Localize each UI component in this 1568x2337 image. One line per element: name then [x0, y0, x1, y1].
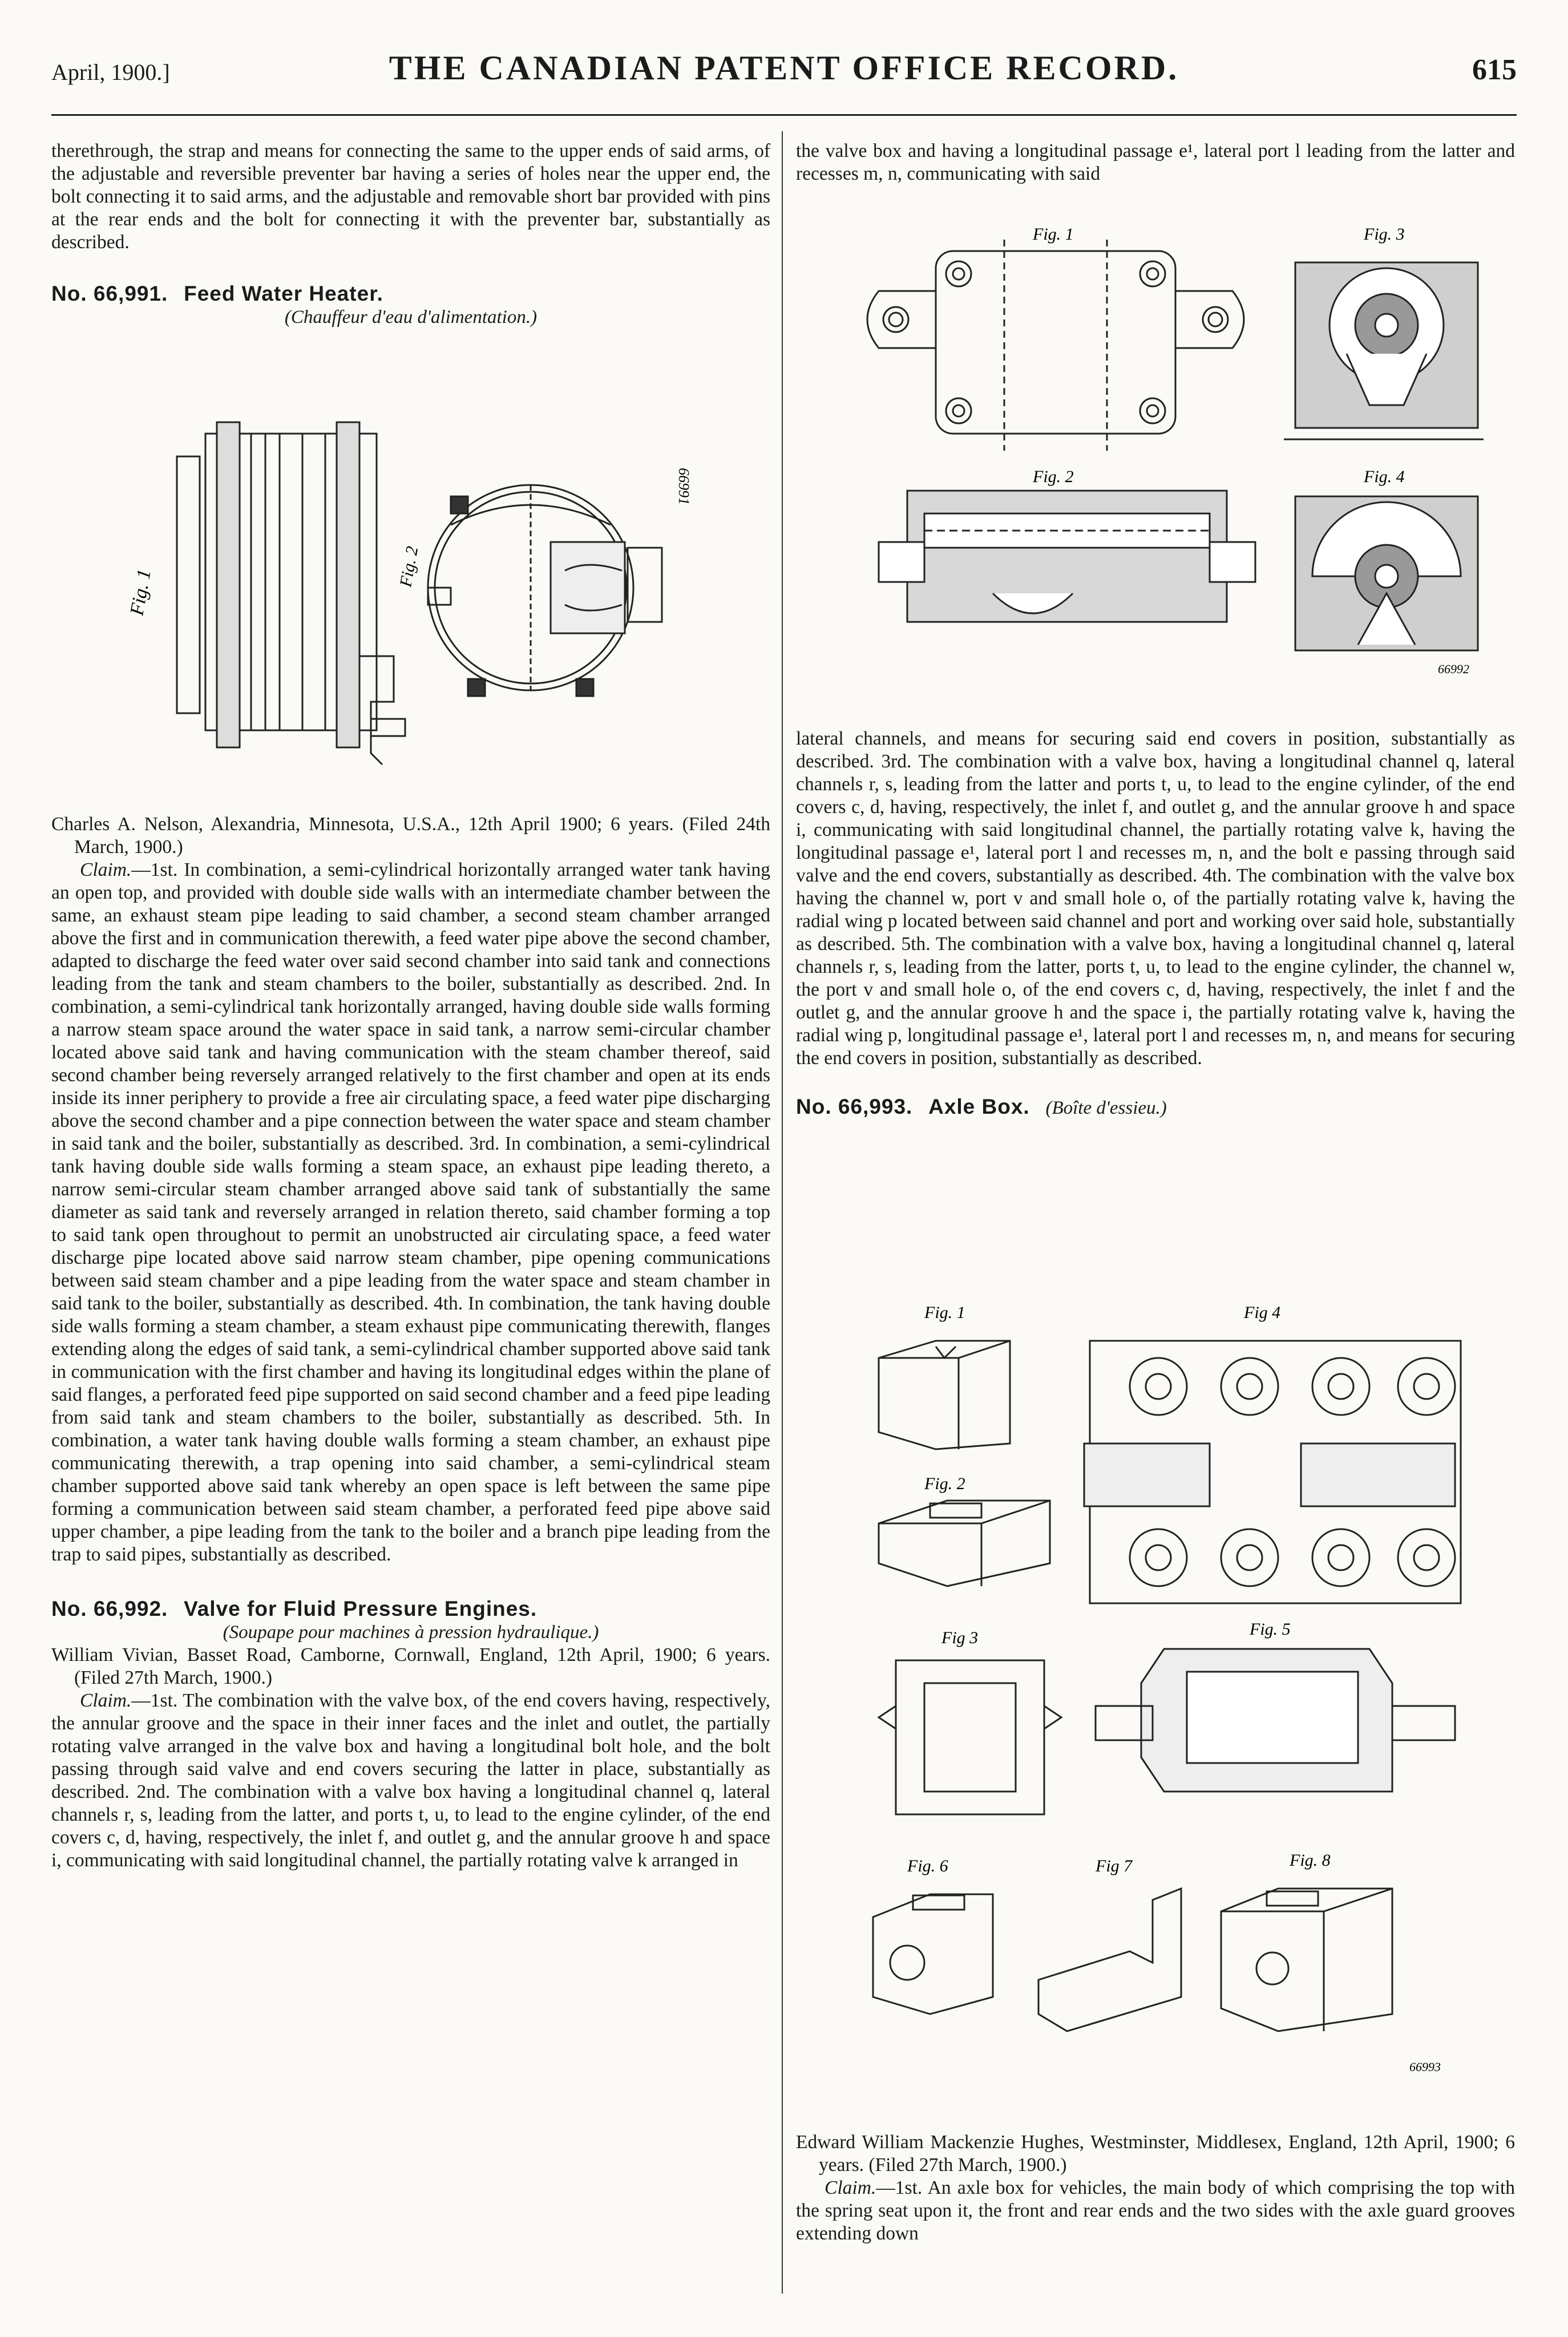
patent-number: No. 66,992. [51, 1597, 168, 1620]
fig3-label: Fig 3 [941, 1628, 979, 1647]
page-header [51, 48, 1517, 94]
claim-text: —1st. An axle box for vehicles, the main body of which comprising the top with the spring seat upon it, the front and rear ends and the two sides with the axle guard grooves extending down [796, 2177, 1515, 2244]
claim-label: Claim. [80, 1690, 132, 1711]
continuation-text-bottom: lateral channels, and means for securing said end covers in position, substantially as described. 3rd. The combination with a valve box, having a longitudinal channel q, lateral channels r, s, leading from the latter and ports t, u, to lead to the engine cylinder, of the end covers c, d, having, respectively, the inlet f, and outlet g, and the annular groove h and space i, communicating with said longitudinal channel, the partially rotating valve k, having the longitudinal passage e¹, lateral port l and recesses m, n, and the bolt e passing through said valve and the end covers, substantially as described. 4th. The combination with the valve box having the channel w, port v and small hole o, of the partially rotating valve k, having the radial wing p located between said channel and port and working over said hole, substantially as described. 5th. The combination with a valve box, having a longitudinal channel q, lateral channels r, s, leading from the latter, ports t, u, to lead to the engine cylinder, the channel w, the port v and small hole o, of the end covers c, d, having, respectively, the inlet f and the outlet g, and the annular groove h and the space i, the partially rotating valve k, having the radial wing p, longitudinal passage e¹, lateral port l and recesses m, n, and means for securing the end covers in position, substantially as described. [796, 728, 1515, 1069]
patent-66991-claim [51, 859, 770, 1566]
file-number: 66992 [1438, 662, 1469, 676]
patent-66991-inventor: Charles A. Nelson, Alexandria, Minnesota, U.S.A., 12th April 1900; 6 years. (Filed 24th March, 1900.) [51, 814, 770, 858]
page-number: 615 [1472, 54, 1517, 86]
fig2-label: Fig. 2 [1033, 467, 1074, 486]
patent-title: Feed Water Heater. [184, 282, 383, 305]
patent-french-title: (Boîte d'essieu.) [1045, 1098, 1167, 1118]
fig7-label: Fig 7 [1096, 1857, 1133, 1875]
valve-figure [844, 223, 1495, 679]
patent-66991-heading [51, 282, 770, 306]
file-number: 66993 [1409, 2060, 1441, 2074]
fig5-label: Fig. 5 [1250, 1620, 1291, 1639]
patent-number: No. 66,991. [51, 282, 168, 305]
patent-french-title: (Soupape pour machines à pression hydraulique.) [223, 1622, 599, 1643]
claim-label: Claim. [80, 859, 132, 880]
right-column-mid [796, 727, 1515, 1119]
fig3-label: Fig. 3 [1364, 225, 1405, 244]
right-column-66993-body [796, 2131, 1515, 2245]
axle-box-figure [844, 1295, 1495, 2083]
patent-66992-inventor: William Vivian, Basset Road, Camborne, Cornwall, England, 12th April, 1900; 6 years. (Filed 27th March, 1900.) [51, 1644, 770, 1688]
patent-66992-claim [51, 1689, 770, 1872]
left-column-66991-body [51, 813, 770, 1872]
continuation-text: therethrough, the strap and means for connecting the same to the upper ends of said arms, of the adjustable and reversible preventer bar having a series of holes near the upper end, the bolt connecting it to said arms, and the adjustable and removable short bar provided with pins at the rear ends and the bolt for connecting it with the preventer bar, substantially as described. [51, 140, 770, 253]
file-number: 66991 [676, 468, 692, 505]
fig2-label: Fig. 2 [396, 544, 422, 589]
patent-66992-heading [51, 1598, 770, 1621]
fig4-label: Fig 4 [1244, 1303, 1281, 1322]
journal-title: THE CANADIAN PATENT OFFICE RECORD. [389, 49, 1179, 87]
continuation-text-top: the valve box and having a longitudinal passage e¹, lateral port l leading from the latter and recesses m, n, communicating with said [796, 140, 1515, 184]
claim-text: —1st. In combination, a semi-cylindrical horizontally arranged water tank having an open top, and provided with double side walls with an intermediate chamber between the same, an exhaust steam pipe leading to said chamber, a second steam chamber arranged above the first and in communication therewith, a feed water pipe above the second chamber, adapted to discharge the feed water over said second chamber into said tank and connections leading from the tank and steam chambers to the boiler, substantially as described. 2nd. In combination, a semi-cylindrical tank horizontally arranged, having double side walls forming a narrow steam space around the water space in said tank, a narrow semi-circular chamber located above said tank and having communication with the steam chamber thereof, said second chamber being reversely arranged relatively to the first chamber and open at its ends inside its inner periphery to provide a free air circulating space, a feed water pipe discharging above the second chamber and a pipe connection between the water space and steam chamber in said tank and the boiler, substantially as described. 3rd. In combination, a semi-cylindrical tank having double side walls forming a steam space, an exhaust pipe leading thereto, a narrow semi-circular steam chamber arranged above said tank of substantially the same diameter as said tank and reversely arranged in relation thereto, said chamber forming a top to said tank open throughout to permit an unobstructed air circulating space, a feed water discharge pipe located above said narrow steam chamber, pipe opening communications between said steam chamber and a pipe leading from the water space and steam chamber in said tank to the boiler, substantially as described. 4th. In combination, the tank having double side walls forming a steam chamber, a steam exhaust pipe communicating therewith, flanges extending along the edges of said tank, a semi-cylindrical chamber supported above said tank in communication with the first chamber and having its longitudinal edges within the plane of said flanges, a perforated feed pipe supported on said second chamber and a feed pipe leading from said tank and steam chambers to the boiler, substantially as described. 5th. In combination, a water tank having double walls forming a steam chamber, an exhaust pipe communicating therewith, a trap opening into said chamber, a semi-cylindrical steam chamber supported above said tank whereby an open space is left between the same pipe forming a communication between said steam chamber, a perforated feed pipe above said upper chamber, a pipe leading from the tank to the boiler and a branch pipe leading from the trap to said pipes, substantially as described. [51, 859, 770, 1565]
fig1-label: Fig. 1 [126, 567, 155, 617]
feed-water-heater-figure [126, 399, 702, 793]
patent-66993-claim [796, 2177, 1515, 2245]
column-divider [782, 131, 783, 2294]
left-column-top [51, 140, 770, 329]
patent-french-title: (Chauffeur d'eau d'alimentation.) [284, 307, 538, 327]
fig1-label: Fig. 1 [1033, 225, 1074, 244]
issue-date: April, 1900.] [51, 59, 170, 85]
right-column-top [796, 140, 1515, 185]
patent-66993-inventor: Edward William Mackenzie Hughes, Westminster, Middlesex, England, 12th April, 1900; 6 years. (Filed 27th March, 1900.) [796, 2132, 1515, 2176]
header-rule [51, 114, 1517, 116]
claim-label: Claim. [825, 2177, 876, 2198]
patent-title: Axle Box. [928, 1095, 1030, 1118]
patent-number: No. 66,993. [796, 1095, 913, 1118]
fig2-label: Fig. 2 [924, 1474, 965, 1493]
fig6-label: Fig. 6 [907, 1857, 948, 1875]
claim-text: —1st. The combination with the valve box, of the end covers having, respectively, the annular groove and the space in their inner faces and the inlet and outlet, the partially rotating valve arranged in the valve box and having a longitudinal bolt hole, and the bolt passing through said valve and end covers securing the latter in place, substantially as described. 2nd. The combination with a valve box having a longitudinal channel q, lateral channels r, s, leading from the latter, and ports t, u, to lead to the engine cylinder, of the end covers c, d, having, respectively, the inlet f, and outlet g, and the annular groove h and space i, communicating with said longitudinal channel, the partially rotating valve k arranged in [51, 1690, 770, 1871]
patent-66993-heading [796, 1095, 1515, 1119]
fig1-label: Fig. 1 [924, 1303, 965, 1322]
fig8-label: Fig. 8 [1290, 1851, 1331, 1870]
fig4-label: Fig. 4 [1364, 467, 1405, 486]
patent-title: Valve for Fluid Pressure Engines. [184, 1597, 538, 1620]
